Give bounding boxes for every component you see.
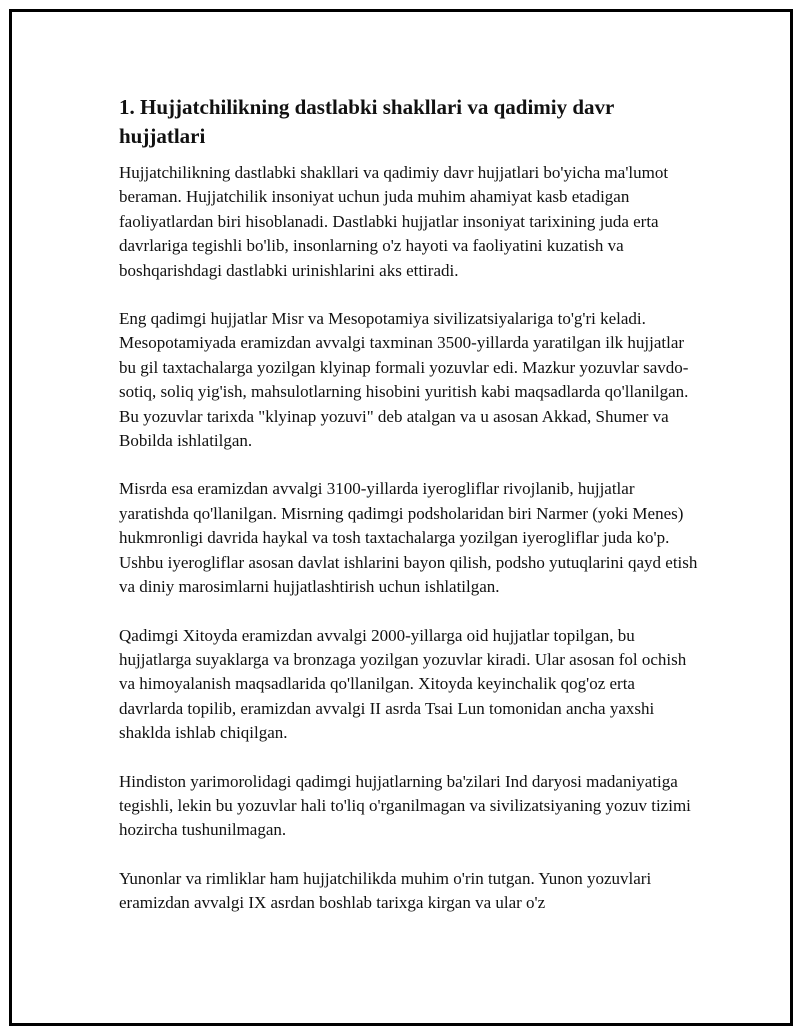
paragraph-china: Qadimgi Xitoyda eramizdan avvalgi 2000-yillarga oid hujjatlar topilgan, bu hujjatlarga suyaklarga va bronzaga yozilgan yozuvlar kiradi. Ular asosan fol ochish va himoyalanish maqsadlarida qo'llanilgan. Xitoyda keyinchalik qog'oz erta davrlarda topilib, eramizdan avvalgi II asrda Tsai Lun tomonidan ancha yaxshi shaklda ishlab chiqilgan. bbox=[119, 625, 687, 743]
paragraph-greece-rome: Yunonlar va rimliklar ham hujjatchilikda muhim o'rin tutgan. Yunon yozuvlari eramizdan avvalgi IX asrdan boshlab tarixga kirgan va ular o'z bbox=[119, 868, 652, 913]
document-body bbox=[119, 93, 699, 940]
paragraph-mesopotamia: Eng qadimgi hujjatlar Misr va Mesopotamiya sivilizatsiyalariga to'g'ri keladi. Mesopotamiyada eramizdan avvalgi taxminan 3500-yillarda yaratilgan ilk hujjatlar bu gil taxtachalarga yozilgan klyinap formali yozuvlar edi. Mazkur yozuvlar savdo-sotiq, soliq yig'ish, mahsulotlarning hisobini yuritish kabi maqsadlarda qo'llanilgan. Bu yozuvlar tarixda "klyinap yozuvi" deb atalgan va u asosan Akkad, Shumer va Bobilda ishlatilgan. bbox=[119, 309, 689, 451]
page-frame bbox=[9, 9, 793, 1026]
section-heading: 1. Hujjatchilikning dastlabki shakllari va qadimiy davr hujjatlari bbox=[119, 95, 614, 148]
paragraph-intro: Hujjatchilikning dastlabki shakllari va qadimiy davr hujjatlari bo'yicha ma'lumot beraman. Hujjatchilik insoniyat uchun juda muhim ahamiyat kasb etadigan faoliyatlardan biri hisoblanadi. Dastlabki hujjatlar insoniyat tarixining juda erta davrlariga tegishli bo'lib, insonlarning o'z hayoti va faoliyatini kuzatish va boshqarishdagi dastlabki urinishlarini aks ettiradi. bbox=[119, 163, 669, 280]
paragraph-india: Hindiston yarimorolidagi qadimgi hujjatlarning ba'zilari Ind daryosi madaniyatiga tegishli, lekin bu yozuvlar hali to'liq o'rganilmagan va sivilizatsiyaning yozuv tizimi hozircha tushunilmagan. bbox=[119, 771, 691, 840]
paragraph-egypt: Misrda esa eramizdan avvalgi 3100-yillarda iyerogliflar rivojlanib, hujjatlar yaratishda qo'llanilgan. Misrning qadimgi podsholaridan biri Narmer (yoki Menes) hukmronligi davrida haykal va tosh taxtachalarga yozilgan iyerogliflar juda ko'p. Ushbu iyerogliflar asosan davlat ishlarini bayon qilish, podsho yutuqlarini qayd etish va diniy marosimlarni hujjatlashtirish uchun ishlatilgan. bbox=[119, 479, 698, 597]
